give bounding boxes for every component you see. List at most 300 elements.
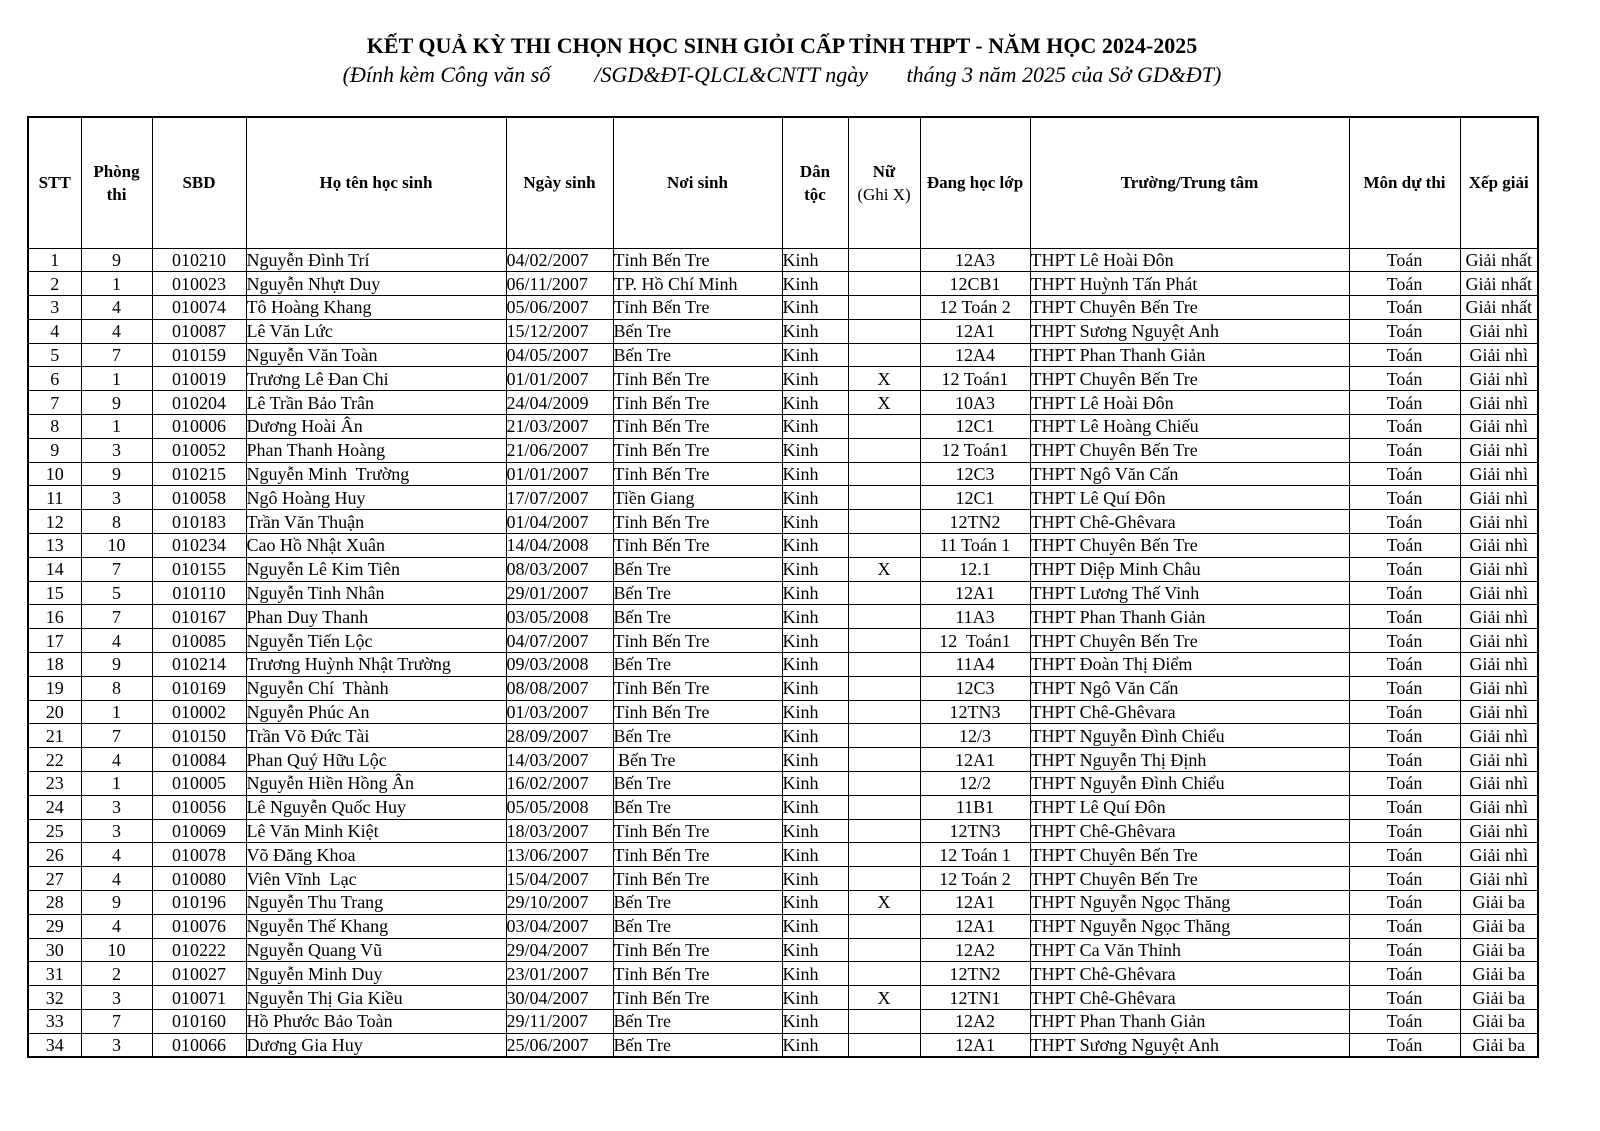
cell-ho-ten: Nguyễn Chí Thành [246,676,506,700]
cell-xep-giai: Giải nhì [1460,462,1538,486]
cell-sbd: 010159 [152,343,246,367]
table-row [28,534,1538,558]
cell-mon-thi: Toán [1349,819,1460,843]
results-table-body [28,248,1538,1057]
cell-ho-ten: Nguyễn Tiến Lộc [246,629,506,653]
cell-mon-thi: Toán [1349,605,1460,629]
cell-stt: 8 [28,415,81,439]
cell-noi-sinh: Bến Tre [613,748,782,772]
cell-nu [848,653,920,677]
cell-ngay-sinh: 18/03/2007 [506,819,613,843]
cell-xep-giai: Giải nhì [1460,867,1538,891]
cell-ho-ten: Nguyễn Nhựt Duy [246,272,506,296]
cell-ho-ten: Nguyễn Văn Toàn [246,343,506,367]
cell-stt: 4 [28,319,81,343]
cell-phong-thi: 1 [81,415,152,439]
cell-phong-thi: 8 [81,510,152,534]
cell-noi-sinh: Tỉnh Bến Tre [613,986,782,1010]
cell-xep-giai: Giải ba [1460,962,1538,986]
cell-ho-ten: Nguyễn Thị Gia Kiều [246,986,506,1010]
cell-lop: 12A3 [920,248,1030,272]
cell-noi-sinh: Tỉnh Bến Tre [613,415,782,439]
cell-truong: THPT Nguyễn Đình Chiểu [1030,724,1349,748]
cell-phong-thi: 3 [81,1033,152,1057]
cell-stt: 10 [28,462,81,486]
cell-dan-toc: Kinh [782,700,848,724]
cell-sbd: 010080 [152,867,246,891]
cell-ho-ten: Ngô Hoàng Huy [246,486,506,510]
cell-mon-thi: Toán [1349,415,1460,439]
cell-lop: 12A2 [920,1010,1030,1034]
cell-nu: X [848,367,920,391]
cell-truong: THPT Chuyên Bến Tre [1030,629,1349,653]
header-noi-sinh [613,117,782,248]
header-label: Nơi sinh [667,173,728,193]
cell-nu [848,438,920,462]
cell-lop: 12A4 [920,343,1030,367]
cell-sbd: 010019 [152,367,246,391]
table-row [28,272,1538,296]
cell-sbd: 010076 [152,914,246,938]
header-mon-thi [1349,117,1460,248]
cell-truong: THPT Chuyên Bến Tre [1030,438,1349,462]
cell-ho-ten: Dương Gia Huy [246,1033,506,1057]
header-nu [848,117,920,248]
cell-stt: 23 [28,772,81,796]
cell-ho-ten: Nguyễn Minh Trường [246,462,506,486]
cell-xep-giai: Giải nhất [1460,272,1538,296]
table-row [28,653,1538,677]
cell-ho-ten: Lê Nguyễn Quốc Huy [246,795,506,819]
cell-truong: THPT Nguyễn Đình Chiểu [1030,772,1349,796]
cell-nu [848,748,920,772]
cell-ngay-sinh: 21/06/2007 [506,438,613,462]
header-label: Trường/Trung tâm [1120,173,1259,193]
cell-sbd: 010160 [152,1010,246,1034]
cell-mon-thi: Toán [1349,962,1460,986]
cell-phong-thi: 7 [81,605,152,629]
cell-stt: 30 [28,938,81,962]
cell-xep-giai: Giải nhì [1460,772,1538,796]
cell-mon-thi: Toán [1349,938,1460,962]
cell-mon-thi: Toán [1349,843,1460,867]
cell-sbd: 010155 [152,557,246,581]
cell-ho-ten: Lê Trần Bảo Trân [246,391,506,415]
cell-phong-thi: 4 [81,914,152,938]
cell-ho-ten: Nguyễn Hiền Hồng Ân [246,772,506,796]
cell-ho-ten: Nguyễn Quang Vũ [246,938,506,962]
cell-ngay-sinh: 05/06/2007 [506,296,613,320]
cell-sbd: 010087 [152,319,246,343]
cell-ho-ten: Viên Vĩnh Lạc [246,867,506,891]
cell-mon-thi: Toán [1349,629,1460,653]
cell-ho-ten: Nguyễn Lê Kim Tiên [246,557,506,581]
table-row [28,319,1538,343]
cell-mon-thi: Toán [1349,296,1460,320]
cell-dan-toc: Kinh [782,748,848,772]
cell-sbd: 010110 [152,581,246,605]
cell-dan-toc: Kinh [782,343,848,367]
cell-dan-toc: Kinh [782,772,848,796]
cell-nu [848,510,920,534]
cell-noi-sinh: Bến Tre [613,772,782,796]
cell-nu [848,843,920,867]
cell-xep-giai: Giải nhì [1460,819,1538,843]
cell-mon-thi: Toán [1349,748,1460,772]
cell-phong-thi: 10 [81,534,152,558]
cell-mon-thi: Toán [1349,462,1460,486]
cell-stt: 21 [28,724,81,748]
cell-ho-ten: Nguyễn Tinh Nhân [246,581,506,605]
cell-xep-giai: Giải nhì [1460,438,1538,462]
cell-dan-toc: Kinh [782,367,848,391]
cell-ngay-sinh: 05/05/2008 [506,795,613,819]
cell-ngay-sinh: 25/06/2007 [506,1033,613,1057]
header-label: Nữ [872,161,896,181]
table-row [28,367,1538,391]
cell-phong-thi: 4 [81,319,152,343]
cell-ngay-sinh: 01/04/2007 [506,510,613,534]
cell-stt: 27 [28,867,81,891]
cell-truong: THPT Ngô Văn Cấn [1030,676,1349,700]
cell-lop: 11A4 [920,653,1030,677]
cell-nu [848,819,920,843]
cell-xep-giai: Giải nhì [1460,534,1538,558]
header-row [28,117,1538,248]
cell-ho-ten: Dương Hoài Ân [246,415,506,439]
cell-sbd: 010150 [152,724,246,748]
cell-nu [848,319,920,343]
cell-truong: THPT Chê-Ghêvara [1030,510,1349,534]
cell-stt: 2 [28,272,81,296]
cell-lop: 12 Toán 2 [920,867,1030,891]
cell-stt: 32 [28,986,81,1010]
cell-sbd: 010027 [152,962,246,986]
cell-truong: THPT Chuyên Bến Tre [1030,296,1349,320]
cell-sbd: 010214 [152,653,246,677]
cell-phong-thi: 4 [81,867,152,891]
cell-sbd: 010169 [152,676,246,700]
cell-sbd: 010196 [152,891,246,915]
cell-mon-thi: Toán [1349,653,1460,677]
cell-noi-sinh: Bến Tre [613,914,782,938]
cell-dan-toc: Kinh [782,938,848,962]
cell-phong-thi: 9 [81,391,152,415]
cell-ho-ten: Cao Hồ Nhật Xuân [246,534,506,558]
cell-sbd: 010006 [152,415,246,439]
cell-lop: 11 Toán 1 [920,534,1030,558]
cell-stt: 3 [28,296,81,320]
cell-ngay-sinh: 14/04/2008 [506,534,613,558]
cell-stt: 15 [28,581,81,605]
cell-stt: 25 [28,819,81,843]
cell-dan-toc: Kinh [782,605,848,629]
cell-mon-thi: Toán [1349,391,1460,415]
cell-phong-thi: 3 [81,819,152,843]
cell-nu [848,343,920,367]
cell-xep-giai: Giải nhì [1460,391,1538,415]
cell-truong: THPT Chê-Ghêvara [1030,986,1349,1010]
cell-stt: 9 [28,438,81,462]
cell-dan-toc: Kinh [782,581,848,605]
cell-truong: THPT Lê Quí Đôn [1030,486,1349,510]
cell-truong: THPT Chuyên Bến Tre [1030,843,1349,867]
cell-dan-toc: Kinh [782,819,848,843]
cell-dan-toc: Kinh [782,795,848,819]
cell-xep-giai: Giải ba [1460,1033,1538,1057]
cell-phong-thi: 9 [81,248,152,272]
cell-noi-sinh: Bến Tre [613,557,782,581]
cell-stt: 31 [28,962,81,986]
cell-dan-toc: Kinh [782,534,848,558]
cell-mon-thi: Toán [1349,534,1460,558]
cell-truong: THPT Chê-Ghêvara [1030,819,1349,843]
cell-ngay-sinh: 04/02/2007 [506,248,613,272]
cell-lop: 12 Toán 2 [920,296,1030,320]
cell-nu [848,795,920,819]
table-row [28,605,1538,629]
cell-xep-giai: Giải nhì [1460,581,1538,605]
cell-ho-ten: Trần Văn Thuận [246,510,506,534]
cell-xep-giai: Giải nhất [1460,248,1538,272]
cell-stt: 29 [28,914,81,938]
table-row [28,629,1538,653]
cell-mon-thi: Toán [1349,343,1460,367]
cell-xep-giai: Giải nhất [1460,296,1538,320]
cell-nu [848,1010,920,1034]
cell-dan-toc: Kinh [782,676,848,700]
cell-lop: 12C3 [920,676,1030,700]
cell-mon-thi: Toán [1349,676,1460,700]
cell-mon-thi: Toán [1349,724,1460,748]
cell-dan-toc: Kinh [782,867,848,891]
cell-nu: X [848,986,920,1010]
cell-phong-thi: 4 [81,843,152,867]
cell-stt: 34 [28,1033,81,1057]
table-row [28,486,1538,510]
cell-ngay-sinh: 16/02/2007 [506,772,613,796]
cell-lop: 10A3 [920,391,1030,415]
results-table [27,116,1539,1058]
cell-phong-thi: 3 [81,486,152,510]
header-ho-ten [246,117,506,248]
header-xep-giai [1460,117,1538,248]
cell-nu [848,724,920,748]
cell-noi-sinh: Tiền Giang [613,486,782,510]
cell-ngay-sinh: 28/09/2007 [506,724,613,748]
table-row [28,938,1538,962]
cell-sbd: 010084 [152,748,246,772]
cell-truong: THPT Phan Thanh Giản [1030,343,1349,367]
cell-mon-thi: Toán [1349,557,1460,581]
cell-xep-giai: Giải nhì [1460,700,1538,724]
cell-phong-thi: 4 [81,296,152,320]
cell-lop: 12A1 [920,748,1030,772]
cell-lop: 11A3 [920,605,1030,629]
cell-truong: THPT Ngô Văn Cấn [1030,462,1349,486]
cell-mon-thi: Toán [1349,438,1460,462]
cell-noi-sinh: Tỉnh Bến Tre [613,700,782,724]
cell-lop: 11B1 [920,795,1030,819]
table-row [28,557,1538,581]
cell-ho-ten: Tô Hoàng Khang [246,296,506,320]
cell-truong: THPT Lê Quí Đôn [1030,795,1349,819]
cell-lop: 12.1 [920,557,1030,581]
cell-noi-sinh: Tỉnh Bến Tre [613,248,782,272]
cell-lop: 12A1 [920,581,1030,605]
cell-ngay-sinh: 15/12/2007 [506,319,613,343]
cell-dan-toc: Kinh [782,914,848,938]
cell-noi-sinh: Tỉnh Bến Tre [613,819,782,843]
cell-stt: 22 [28,748,81,772]
cell-truong: THPT Nguyễn Ngọc Thăng [1030,914,1349,938]
cell-nu [848,296,920,320]
cell-truong: THPT Nguyễn Ngọc Thăng [1030,891,1349,915]
cell-dan-toc: Kinh [782,1010,848,1034]
cell-phong-thi: 9 [81,653,152,677]
cell-nu: X [848,891,920,915]
table-row [28,438,1538,462]
cell-lop: 12 Toán1 [920,367,1030,391]
cell-truong: THPT Chuyên Bến Tre [1030,367,1349,391]
cell-ho-ten: Trương Lê Đan Chi [246,367,506,391]
cell-stt: 11 [28,486,81,510]
cell-noi-sinh: Bến Tre [613,795,782,819]
cell-dan-toc: Kinh [782,248,848,272]
cell-sbd: 010058 [152,486,246,510]
table-row [28,986,1538,1010]
cell-phong-thi: 9 [81,891,152,915]
cell-sbd: 010183 [152,510,246,534]
cell-ngay-sinh: 15/04/2007 [506,867,613,891]
cell-xep-giai: Giải nhì [1460,486,1538,510]
cell-noi-sinh: Tỉnh Bến Tre [613,843,782,867]
cell-truong: THPT Đoàn Thị Điểm [1030,653,1349,677]
cell-noi-sinh: Bến Tre [613,343,782,367]
table-row [28,343,1538,367]
cell-lop: 12TN2 [920,962,1030,986]
cell-stt: 19 [28,676,81,700]
table-row [28,296,1538,320]
cell-ngay-sinh: 06/11/2007 [506,272,613,296]
header-label: thi [106,184,127,204]
cell-ho-ten: Trần Võ Đức Tài [246,724,506,748]
cell-xep-giai: Giải nhì [1460,605,1538,629]
cell-sbd: 010052 [152,438,246,462]
cell-phong-thi: 3 [81,795,152,819]
cell-dan-toc: Kinh [782,557,848,581]
cell-ho-ten: Phan Quý Hữu Lộc [246,748,506,772]
header-phong-thi [81,117,152,248]
cell-noi-sinh: Bến Tre [613,1010,782,1034]
cell-mon-thi: Toán [1349,510,1460,534]
cell-mon-thi: Toán [1349,1010,1460,1034]
cell-noi-sinh: Bến Tre [613,724,782,748]
cell-nu: X [848,557,920,581]
cell-xep-giai: Giải ba [1460,914,1538,938]
cell-mon-thi: Toán [1349,986,1460,1010]
cell-xep-giai: Giải nhì [1460,343,1538,367]
cell-mon-thi: Toán [1349,272,1460,296]
table-row [28,391,1538,415]
cell-sbd: 010071 [152,986,246,1010]
cell-xep-giai: Giải nhì [1460,724,1538,748]
cell-stt: 12 [28,510,81,534]
cell-xep-giai: Giải nhì [1460,629,1538,653]
cell-phong-thi: 7 [81,1010,152,1034]
cell-stt: 33 [28,1010,81,1034]
cell-noi-sinh: Bến Tre [613,653,782,677]
cell-phong-thi: 5 [81,581,152,605]
cell-stt: 28 [28,891,81,915]
cell-sbd: 010204 [152,391,246,415]
cell-nu [848,486,920,510]
cell-truong: THPT Diệp Minh Châu [1030,557,1349,581]
cell-dan-toc: Kinh [782,510,848,534]
cell-lop: 12A1 [920,891,1030,915]
cell-phong-thi: 1 [81,772,152,796]
cell-dan-toc: Kinh [782,296,848,320]
cell-xep-giai: Giải nhì [1460,748,1538,772]
cell-ngay-sinh: 17/07/2007 [506,486,613,510]
cell-phong-thi: 7 [81,724,152,748]
cell-stt: 6 [28,367,81,391]
cell-dan-toc: Kinh [782,438,848,462]
header-label: Đang học lớp [926,173,1024,193]
cell-truong: THPT Chuyên Bến Tre [1030,867,1349,891]
cell-phong-thi: 10 [81,938,152,962]
cell-phong-thi: 4 [81,748,152,772]
cell-nu [848,914,920,938]
cell-nu [848,248,920,272]
cell-noi-sinh: Tỉnh Bến Tre [613,629,782,653]
cell-truong: THPT Huỳnh Tấn Phát [1030,272,1349,296]
cell-ngay-sinh: 08/03/2007 [506,557,613,581]
table-row [28,867,1538,891]
cell-mon-thi: Toán [1349,1033,1460,1057]
cell-lop: 12 Toán1 [920,438,1030,462]
cell-noi-sinh: Tỉnh Bến Tre [613,462,782,486]
cell-noi-sinh: Bến Tre [613,605,782,629]
cell-sbd: 010056 [152,795,246,819]
header-truong [1030,117,1349,248]
cell-lop: 12 Toán1 [920,629,1030,653]
table-row [28,581,1538,605]
cell-noi-sinh: Tỉnh Bến Tre [613,438,782,462]
cell-dan-toc: Kinh [782,843,848,867]
cell-nu [848,962,920,986]
cell-phong-thi: 9 [81,462,152,486]
cell-truong: THPT Ca Văn Thỉnh [1030,938,1349,962]
cell-xep-giai: Giải ba [1460,891,1538,915]
cell-nu [848,867,920,891]
cell-truong: THPT Phan Thanh Giản [1030,1010,1349,1034]
cell-sbd: 010085 [152,629,246,653]
cell-dan-toc: Kinh [782,891,848,915]
cell-noi-sinh: Tỉnh Bến Tre [613,367,782,391]
cell-noi-sinh: Tỉnh Bến Tre [613,938,782,962]
cell-truong: THPT Chê-Ghêvara [1030,962,1349,986]
cell-ngay-sinh: 01/01/2007 [506,462,613,486]
cell-phong-thi: 3 [81,438,152,462]
cell-stt: 1 [28,248,81,272]
cell-ngay-sinh: 04/05/2007 [506,343,613,367]
cell-nu [848,676,920,700]
cell-ngay-sinh: 08/08/2007 [506,676,613,700]
cell-nu [848,700,920,724]
cell-truong: THPT Lê Hoàng Chiếu [1030,415,1349,439]
cell-nu: X [848,391,920,415]
